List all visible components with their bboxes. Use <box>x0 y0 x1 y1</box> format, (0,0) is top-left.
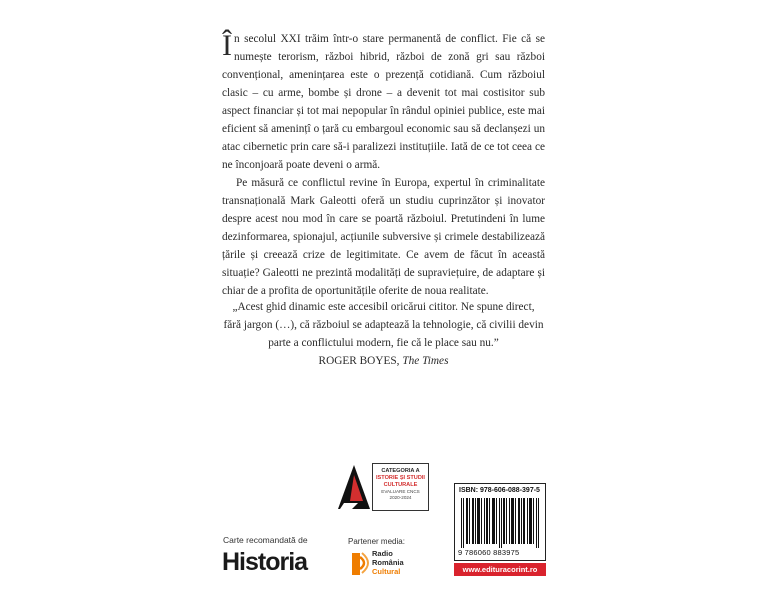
radio-line-2: România <box>372 558 404 567</box>
isbn-label: ISBN: 978-606-088-397-5 <box>459 487 540 494</box>
quote-line-1: „Acest ghid dinamic este accesibil oricărui cititor. Ne spune direct, <box>232 301 535 313</box>
badge-category: CATEGORIA A <box>381 468 420 474</box>
quote-line-3: parte a conflictului modern, fie că le place sau nu.” <box>268 337 499 349</box>
historia-logo: Historia <box>222 548 308 576</box>
barcode-icon <box>461 498 541 548</box>
radio-romania-cultural-logo <box>350 549 430 589</box>
recommended-label: Carte recomandată de <box>223 535 308 545</box>
badge-years: 2020-2024 <box>389 494 412 500</box>
radio-logo-text <box>372 549 404 576</box>
radio-line-3: Cultural <box>372 567 401 576</box>
review-quote <box>222 298 545 370</box>
media-partner-label: Partener media: <box>348 537 405 546</box>
cncs-category-badge <box>336 463 429 511</box>
quote-author: ROGER BOYES, <box>318 355 403 367</box>
blurb-paragraph-1-text: n secolul XXI trăim într-o stare permanentă de conflict. Fie că se numește terorism, război hibrid, război de zonă gri sau război convențional, amenințarea este o prezență cotidiană. Cum războiul clasic – cu arme, bombe și drone – a devenit tot mai costisitor sub aspect financiar și tot mai nepopular în rândul opiniei publice, este mai eficient să amenințî o țară cu embargoul economic sau să declanșezi un atac cibernetic prin care să-i paralizezi instituțiile. Iată de ce tot ceea ce ne înconjoară poate deveni o armă. <box>222 33 545 171</box>
isbn-digits: 9 786060 883975 <box>458 548 520 557</box>
publisher-url: www.edituracorint.ro <box>454 563 546 576</box>
isbn-barcode-box <box>454 483 546 561</box>
radio-line-1: Radio <box>372 549 393 558</box>
category-box <box>372 463 429 511</box>
quote-line-2: fără jargon (…), că războiul se adaptează la tehnologie, că civilii devin <box>223 319 544 331</box>
radio-waves-icon <box>350 549 370 577</box>
drop-cap: Î <box>222 29 232 62</box>
quote-publication: The Times <box>402 355 449 367</box>
quote-attribution <box>222 352 545 370</box>
badge-field-line2: CULTURALE <box>383 482 418 488</box>
cncs-logo-icon <box>336 463 372 511</box>
badge-evaluation: EVALUARE CNCS <box>381 489 420 494</box>
back-cover-blurb <box>222 30 545 300</box>
blurb-paragraph-1 <box>222 30 545 174</box>
badge-field-line1: ISTORIE ȘI STUDII <box>375 475 425 481</box>
blurb-paragraph-2: Pe măsură ce conflictul revine în Europa, expertul în criminalitate transnațională Mark Galeotti oferă un studiu cuprinzător și inovator despre acest nou mod în care se poartă războiul. Pretutindeni în lume dezinformarea, spionajul, acțiunile subversive și crimele destabilizează țările și creează crize de legitimitate. Ce avem de făcut în această situație? Galeotti ne prezintă modalități de supraviețuire, de adaptare și chiar de a profita de oportunitățile oferite de noua realitate. <box>222 177 545 297</box>
